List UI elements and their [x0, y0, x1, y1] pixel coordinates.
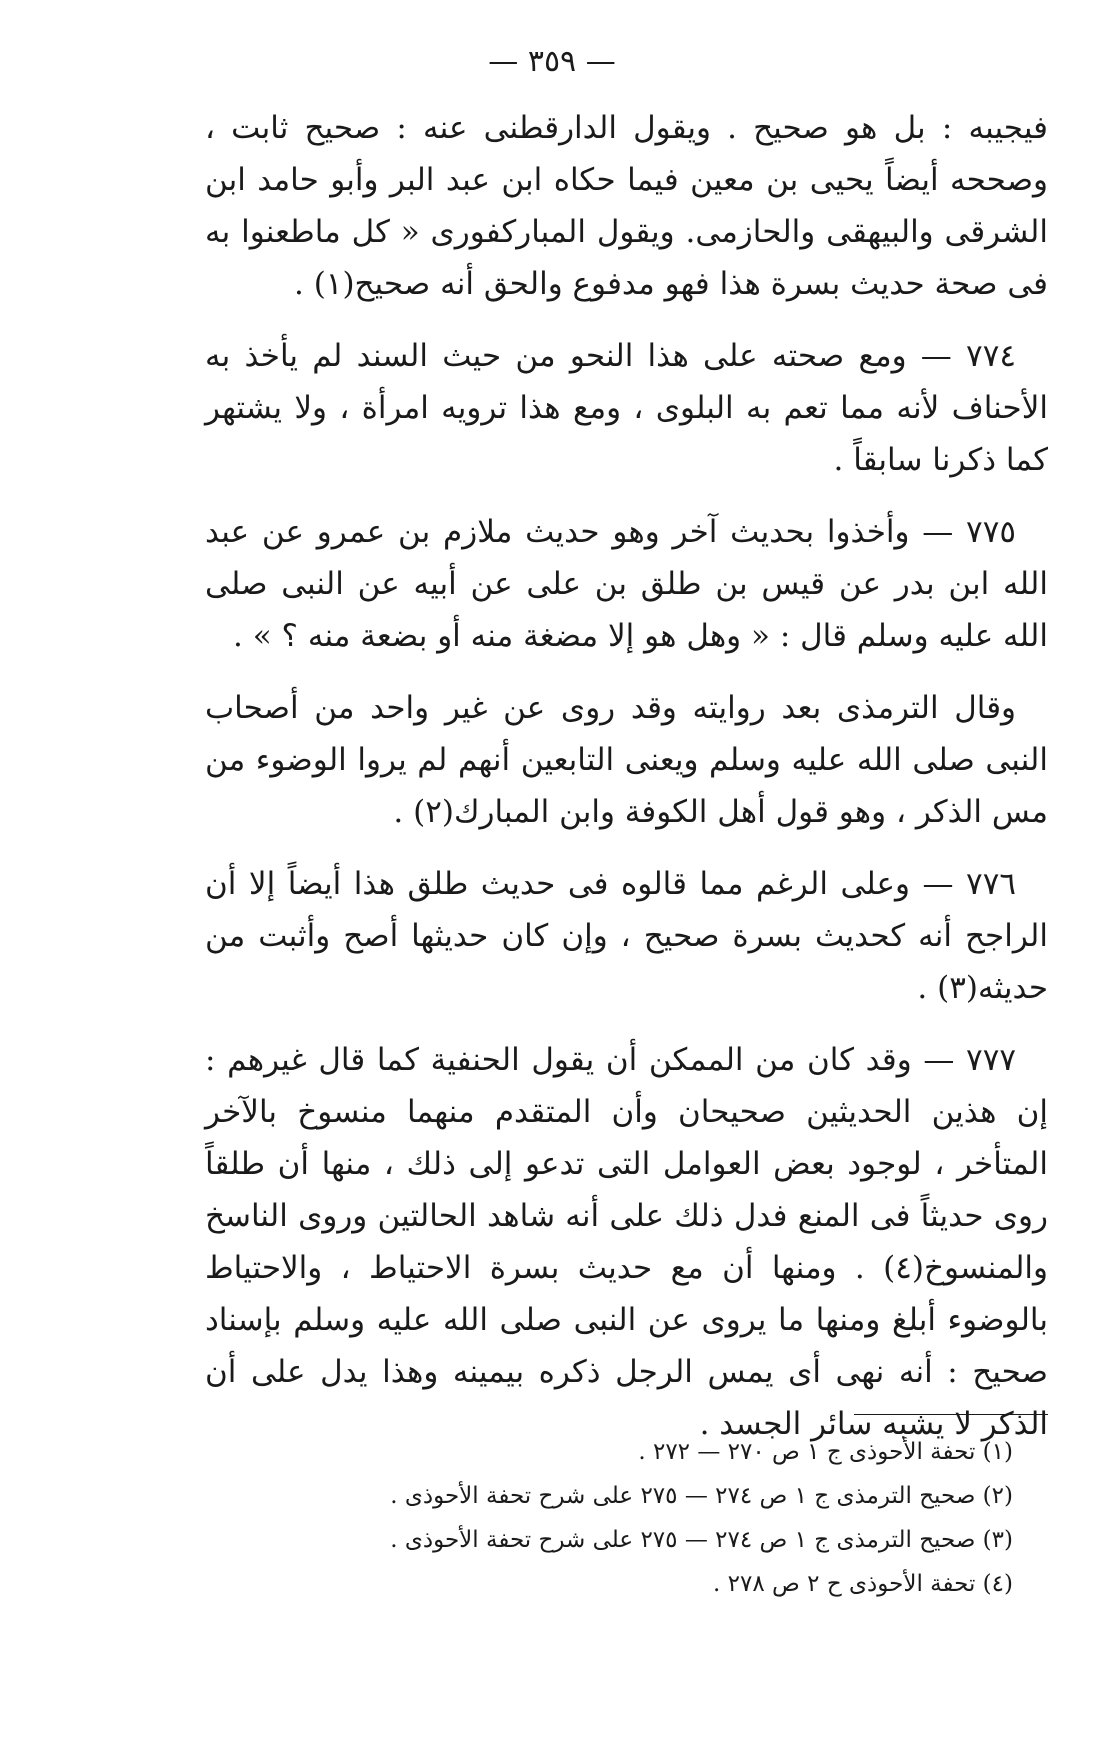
footnotes: [205, 1430, 1013, 1606]
footnote-2: (٢) صحيح الترمذى ج ١ ص ٢٧٤ — ٢٧٥ على شرح تحفة الأحوذى .: [390, 1483, 1013, 1509]
paragraph-774: ٧٧٤ — ومع صحته على هذا النحو من حيث السند لم يأخذ به الأحناف لأنه مما تعم به البلوى ، ومع هذا ترويه امرأة ، ولا يشتهر كما ذكرنا سابقاً .: [205, 338, 1048, 478]
page-number: — ٣٥٩ —: [488, 44, 616, 79]
paragraph-tirmidhi: وقال الترمذى بعد روايته وقد روى عن غير واحد من أصحاب النبى صلى الله عليه وسلم ويعنى التابعين أنهم لم يروا الوضوء من مس الذكر ، وهو قول أهل الكوفة وابن المبارك(٢) .: [205, 690, 1048, 830]
footnote-3: (٣) صحيح الترمذى ج ١ ص ٢٧٤ — ٢٧٥ على شرح تحفة الأحوذى .: [390, 1527, 1013, 1553]
paragraph-1: فيجيبه : بل هو صحيح . ويقول الدارقطنى عنه : صحيح ثابت ، وصححه أيضاً يحيى بن معين فيما حكاه ابن عبد البر وأبو حامد ابن الشرقى والبيهقى والحازمى. ويقول المباركفورى « كل ماطعنوا به فى صحة حديث بسرة هذا فهو مدفوع والحق أنه صحيح(١) .: [205, 110, 1048, 302]
paragraph-776: ٧٧٦ — وعلى الرغم مما قالوه فى حديث طلق هذا أيضاً إلا أن الراجح أنه كحديث بسرة صحيح ، وإن كان حديثها أصح وأثبت من حديثه(٣) .: [205, 866, 1048, 1006]
paragraph-777: ٧٧٧ — وقد كان من الممكن أن يقول الحنفية كما قال غيرهم : إن هذين الحديثين صحيحان وأن المتقدم منهما منسوخ بالآخر المتأخر ، لوجود بعض العوامل التى تدعو إلى ذلك ، منها أن طلقاً روى حديثاً فى المنع فدل ذلك على أنه شاهد الحالتين وروى الناسخ والمنسوخ(٤) . ومنها أن مع حديث بسرة الاحتياط ، والاحتياط بالوضوء أبلغ ومنها ما يروى عن النبى صلى الله عليه وسلم بإسناد صحيح : أنه نهى أى يمس الرجل ذكره بيمينه وهذا يدل على أن الذكر لا يشبه سائر الجسد .: [205, 1042, 1048, 1442]
footnote-divider: [854, 1414, 1048, 1415]
footnote-4: (٤) تحفة الأحوذى ح ٢ ص ٢٧٨ .: [713, 1571, 1013, 1597]
main-text: [205, 102, 1048, 1450]
footnote-1: (١) تحفة الأحوذى ج ١ ص ٢٧٠ — ٢٧٢ .: [638, 1439, 1013, 1465]
paragraph-775: ٧٧٥ — وأخذوا بحديث آخر وهو حديث ملازم بن عمرو عن عبد الله ابن بدر عن قيس بن طلق بن على عن أبيه عن النبى صلى الله عليه وسلم قال : « وهل هو إلا مضغة منه أو بضعة منه ؟ » .: [205, 514, 1048, 654]
